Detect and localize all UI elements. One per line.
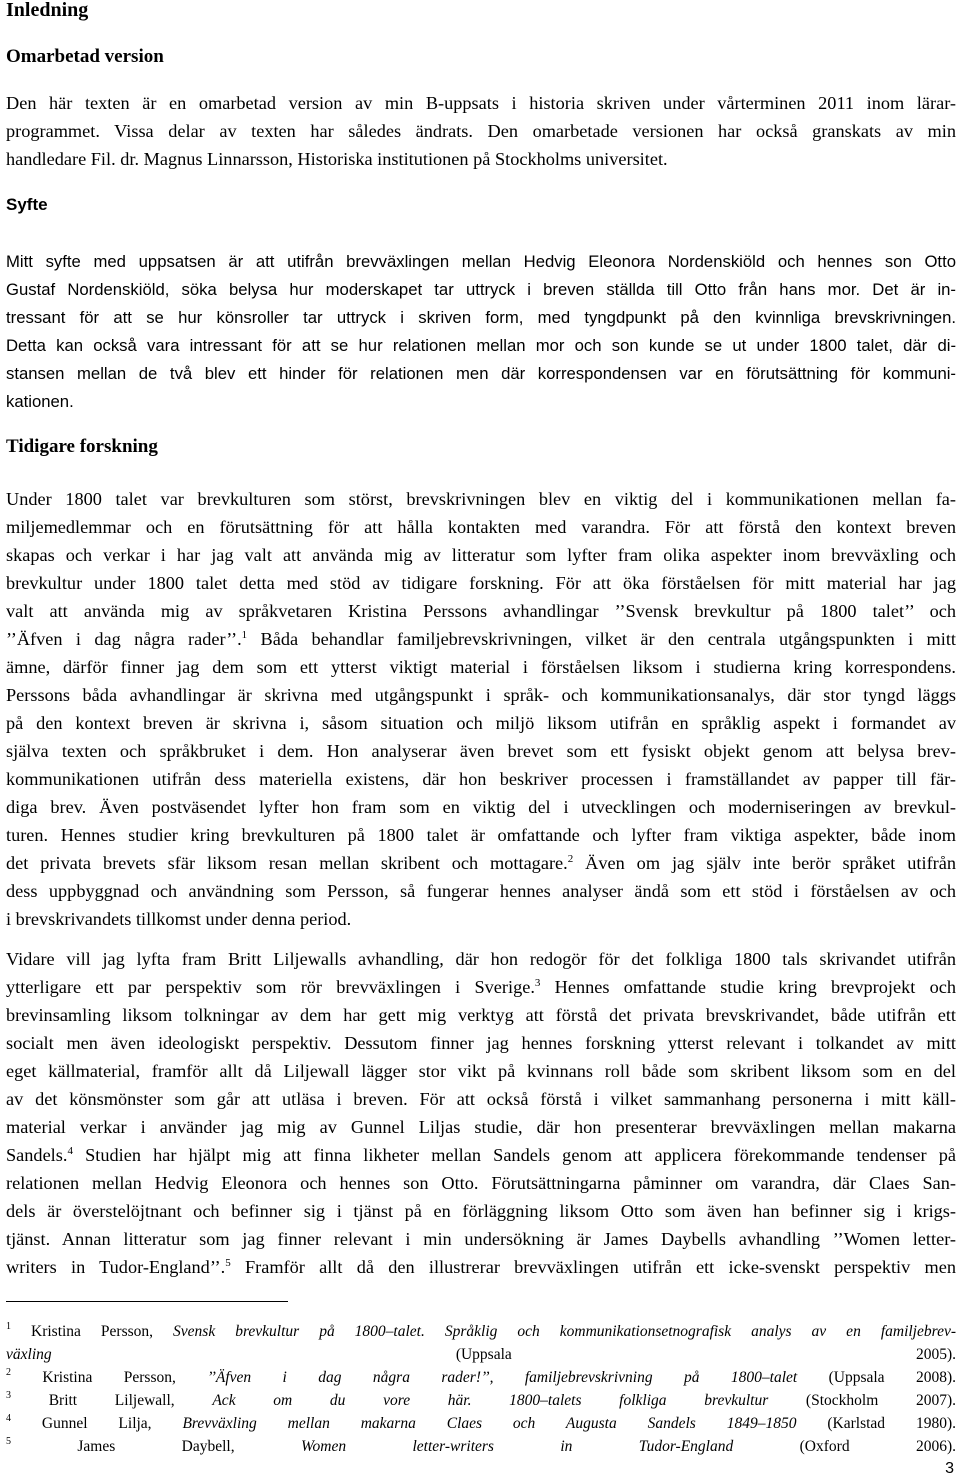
text-line: stansen mellan de två blev ett hinder för relationen men där korrespondensen var en förutsättning för kommuni- (6, 364, 956, 383)
footnote-ref[interactable]: 1 (241, 629, 248, 641)
text-line: själva texten och språkbruket i dem. Hon analyserar även brevet som ett fysiskt objekt genom att belysa brev- (6, 741, 956, 761)
paragraph-omarbetad (6, 89, 956, 173)
text-line: Under 1800 talet var brevkulturen som störst, brevskrivningen blev en viktig del i kommunikationen mellan fa- (6, 489, 956, 509)
text-line (6, 1141, 956, 1169)
footnote-1-cont (6, 1343, 956, 1366)
text-segment: det privata brevets sfär liksom resan mellan skribent och mottagare. (6, 853, 568, 873)
text-line: kommunikationen utifrån dess materiella existens, där hon beskriver processen i framställandet av papper till fär- (6, 769, 956, 789)
footnote-number: 3 (6, 1390, 11, 1401)
text-line: Den här texten är en omarbetad version av min B-uppsats i historia skriven under vårterminen 2011 inom lärar- (6, 93, 956, 113)
text-segment: Framför allt då den illustrerar brevväxlingen utifrån ett icke-svenskt perspektiv men (230, 1257, 956, 1277)
text-segment: Hennes omfattande studie kring brevprojekt och (540, 977, 956, 997)
text-line: material verkar i använder jag mig av Gunnel Liljas studie, där hon presenterar brevväxlingen mellan makarna (6, 1117, 956, 1137)
text-line: av det könsmönster som går att utläsa i breven. För att också förstå i vilket sammanhang personerna i mitt käll- (6, 1089, 956, 1109)
footnote-4 (6, 1412, 956, 1435)
text-line: socialt men även ideologiskt perspektiv. Dessutom finner jag hennes forskning ytterst relevant i tolkandet av mitt (6, 1033, 956, 1053)
text-segment: Sandels. (6, 1145, 68, 1165)
text-line: turen. Hennes studier kring brevkulturen på 1800 talet är omfattande och lyfter fram viktiga aspekter, både inom (6, 825, 956, 845)
text-line: Mitt syfte med uppsatsen är att utifrån brevväxlingen mellan Hedvig Eleonora Nordenskiöld och hennes son Otto (6, 252, 956, 271)
text-line: tjänst. Annan litteratur som jag finner relevant i min undersökning är James Daybells avhandling ’’Women letter- (6, 1229, 956, 1249)
text-line (6, 973, 956, 1001)
text-line: tressant för att se hur könsroller tar uttryck i skriven form, med tyngdpunkt på den kvinnliga brevskrivningen. (6, 308, 956, 327)
text-segment: Studien har hjälpt mig att finna likheter mellan Sandels genom att applicera förekommande tendenser på (72, 1145, 956, 1165)
footnote-text: Kristina Persson, (11, 1323, 174, 1340)
text-line: diga brev. Även postväsendet lyfter hon fram som en viktig del i utvecklingen och moderniseringen av brevkul- (6, 797, 956, 817)
footnote-ref[interactable]: 3 (534, 977, 541, 989)
text-segment: ytterligare ett par perspektiv som rör brevväxlingen i Sverige. (6, 977, 535, 997)
footnote-text: (Uppsala 2008). (797, 1369, 956, 1386)
paragraph-forskning-1 (6, 485, 956, 933)
footnote-title: Svensk brevkultur på 1800–talet. Språklig och kommunikationsetnografisk analys av en familjebrev- (173, 1323, 956, 1340)
footnote-text: James Daybell, (11, 1438, 302, 1455)
footnote-divider (6, 1301, 288, 1302)
text-line: valt att använda mig av språkvetaren Kristina Perssons avhandlingar ’’Svensk brevkultur på 1800 talet’’ och (6, 601, 956, 621)
footnote-2 (6, 1366, 956, 1389)
text-line: brevkultur under 1800 talet detta med stöd av tidigare forskning. För att öka förståelsen för mitt material har jag (6, 573, 956, 593)
footnote-ref[interactable]: 5 (225, 1257, 231, 1269)
text-line (6, 1253, 956, 1281)
text-line: Gustaf Nordenskiöld, söka belysa hur moderskapet tar uttryck i breven ställda till Otto från hans mor. Det är in- (6, 280, 956, 299)
footnote-text: (Uppsala 2005). (51, 1346, 956, 1363)
footnote-number: 2 (6, 1367, 11, 1378)
text-segment: Båda behandlar familjebrevskrivningen, vilket är den centrala utgångspunkten i mitt (247, 629, 957, 649)
footnote-title: Ack om du vore här. 1800–talets folkliga brevkultur (212, 1392, 769, 1409)
text-line: eget källmaterial, framför allt då Liljewall lägger stor vikt på kvinnans roll både som skribent liksom som en del (6, 1061, 956, 1081)
text-line: handledare Fil. dr. Magnus Linnarsson, Historiska institutionen på Stockholms universitet. (6, 149, 668, 169)
text-line: programmet. Vissa delar av texten har således ändrats. Den omarbetade versionen har också granskats av min (6, 121, 956, 141)
footnote-number: 5 (6, 1436, 11, 1447)
footnote-title: växling (6, 1346, 52, 1363)
text-line (6, 625, 956, 653)
footnote-title: Brevväxling mellan makarna Claes och Augusta Sandels 1849–1850 (182, 1415, 797, 1432)
footnote-ref[interactable]: 4 (67, 1145, 73, 1157)
footnote-1 (6, 1320, 956, 1343)
footnote-text: (Oxford 2006). (733, 1438, 957, 1455)
text-line (6, 849, 956, 877)
text-line: ämne, därför finner jag dem som ett ytterst viktigt material i förståelsen liksom i studierna kring korrespondens. (6, 657, 956, 677)
footnote-text: Britt Liljewall, (11, 1392, 213, 1409)
text-line: dess uppbyggnad och användning som Persson, så fungerar hennes analyser ändå som ett stöd i förståelsen av och (6, 881, 956, 901)
footnotes (6, 1320, 956, 1458)
text-line: i brevskrivandets tillkomst under denna period. (6, 909, 352, 929)
footnote-title: Women letter-writers in Tudor-England (301, 1438, 734, 1455)
page-number: 3 (945, 1460, 954, 1477)
footnote-text: (Stockholm 2007). (768, 1392, 956, 1409)
footnote-text: (Karlstad 1980). (796, 1415, 956, 1432)
text-line: skapas och verkar i har jag valt att använda mig av litteratur som lyfter fram olika aspekter inom brevväxling och (6, 545, 956, 565)
text-line: miljemedlemmar och en förutsättning för att hålla kontakten med varandra. För att förstå den kontext breven (6, 517, 956, 537)
paragraph-forskning-2 (6, 945, 956, 1281)
text-segment: ’’Äfven i dag några rader’’. (6, 629, 242, 649)
text-line: kationen. (6, 392, 74, 411)
section-title-syfte: Syfte (6, 195, 48, 214)
text-segment: Även om jag själv inte berör språket utifrån (573, 853, 956, 873)
text-segment: writers in Tudor-England’’. (6, 1257, 226, 1277)
text-line: Detta kan också vara intressant för att se hur relationen mellan mor och son kunde se ut under 1800 talet, där di- (6, 336, 956, 355)
section-title-omarbetad: Omarbetad version (6, 46, 164, 67)
text-line: Vidare vill jag lyfta fram Britt Liljewalls avhandling, där hon redogör för det folkliga 1800 tals skrivandet utifrån (6, 949, 956, 969)
text-line: på den kontext breven är skrivna i, såsom situation och miljö liksom utifrån en språklig aspekt i formandet av (6, 713, 956, 733)
footnote-ref[interactable]: 2 (567, 853, 574, 865)
text-line: dels är överstelöjtnant och befinner sig i tjänst på en förläggning liksom Otto som även han befinner sig i krigs- (6, 1201, 956, 1221)
text-line: Perssons båda avhandlingar är skrivna med utgångspunkt i språk- och kommunikationsanalys, där stor tyngd läggs (6, 685, 956, 705)
footnote-number: 1 (6, 1321, 11, 1332)
footnote-text: Gunnel Lilja, (11, 1415, 183, 1432)
footnote-text: Kristina Persson, (11, 1369, 208, 1386)
footnote-number: 4 (6, 1413, 11, 1424)
page-heading: Inledning (6, 0, 89, 21)
paragraph-syfte (6, 248, 956, 416)
text-line: brevinsamling liksom tolkningar av dem har gett mig verktyg att förstå det privata brevskrivandet, både utifrån ett (6, 1005, 956, 1025)
text-line: relationen mellan Hedvig Eleonora och hennes son Otto. Förutsättningarna påminner om varandra, där Claes San- (6, 1173, 956, 1193)
footnote-title: ’’Äfven i dag några rader!’’, familjebrevskrivning på 1800–talet (207, 1369, 798, 1386)
footnote-5 (6, 1435, 956, 1458)
section-title-forskning: Tidigare forskning (6, 436, 158, 457)
footnote-3 (6, 1389, 956, 1412)
